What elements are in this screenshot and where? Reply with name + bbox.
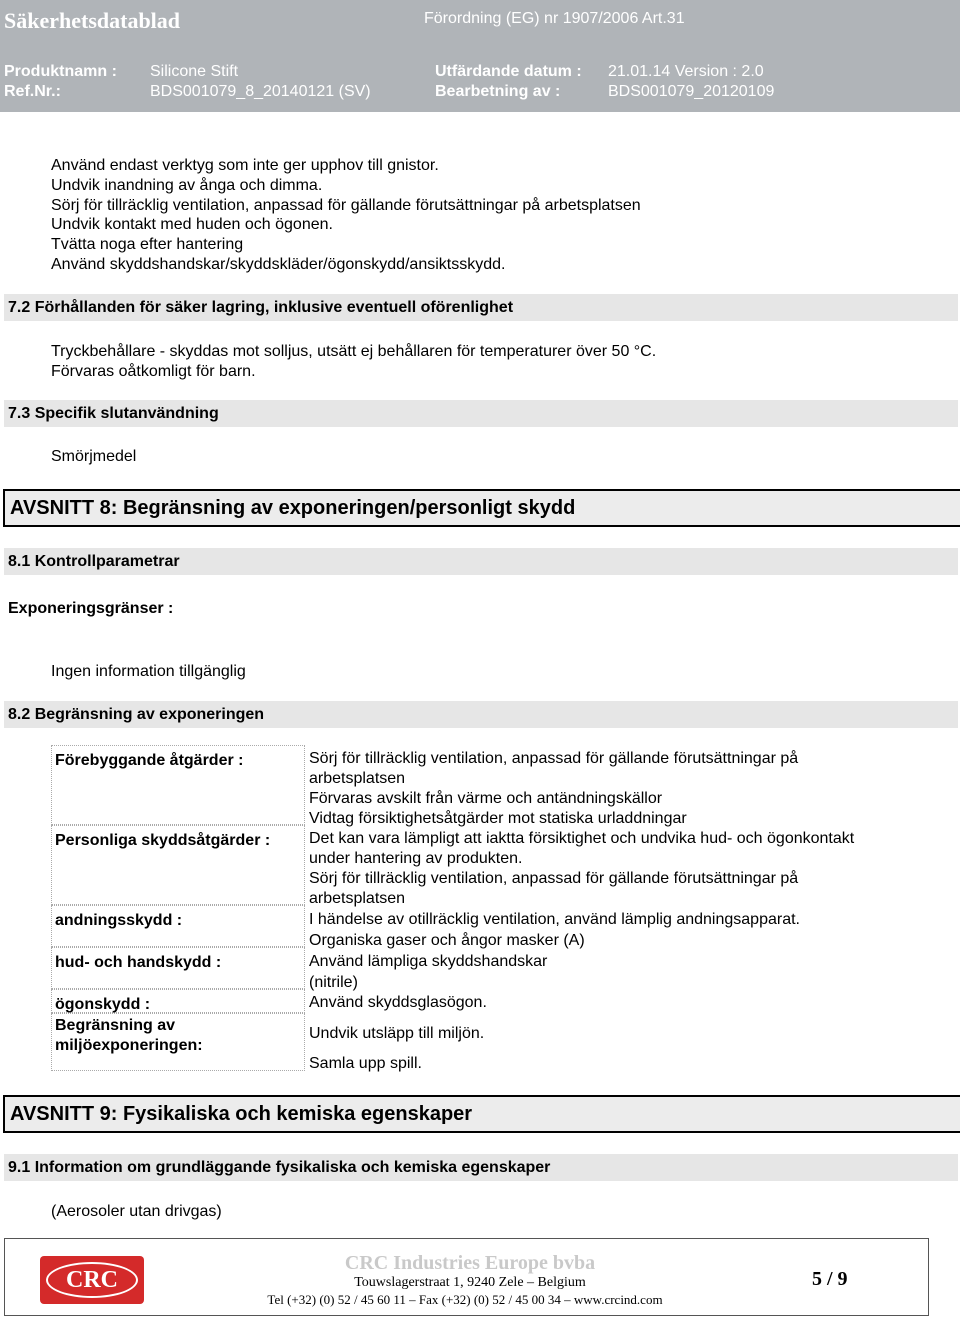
subsection-9-1-bar [4, 1154, 958, 1181]
personal-protection-label: Personliga skyddsåtgärder : [51, 825, 305, 905]
aerosol-note: (Aerosoler utan drivgas) [51, 1203, 222, 1220]
edited-by-label: Bearbetning av : [435, 83, 561, 100]
hand-protection-value: Använd lämpliga skyddshandskar (nitrile) [309, 953, 548, 991]
handling-line: Använd endast verktyg som inte ger upphov till gnistor. [51, 157, 439, 174]
footer-address: Touwslagerstraat 1, 9240 Zele – Belgium [354, 1275, 586, 1290]
eye-protection-label: ögonskydd : [51, 989, 305, 1013]
section-8-heading: AVSNITT 8: Begränsning av exponeringen/personligt skydd [3, 489, 960, 527]
exposure-limits-value: Ingen information tillgänglig [51, 663, 246, 680]
subsection-7-2-title: 7.2 Förhållanden för säker lagring, inklusive eventuell oförenlighet [8, 299, 514, 316]
footer-contact: Tel (+32) (0) 52 / 45 60 11 – Fax (+32) (0) 52 / 45 00 34 – www.crcind.com [267, 1292, 663, 1307]
handling-line: Tvätta noga efter hantering [51, 236, 244, 253]
subsection-8-2-title: 8.2 Begränsning av exponeringen [8, 706, 265, 723]
handling-line: Undvik inandning av ånga och dimma. [51, 177, 323, 194]
environmental-exposure-value-2: Samla upp spill. [309, 1055, 422, 1072]
subsection-8-1-bar [4, 548, 958, 575]
subsection-7-2-bar [4, 294, 958, 321]
page-number: 5 / 9 [812, 1268, 848, 1290]
footer-company: CRC Industries Europe bvba [344, 1252, 596, 1274]
ref-number-label: Ref.Nr.: [4, 83, 61, 100]
eye-protection-value: Använd skyddsglasögon. [309, 994, 487, 1011]
issue-date-value: 21.01.14 Version : 2.0 [608, 63, 764, 80]
storage-line: Tryckbehållare - skyddas mot solljus, utsätt ej behållaren för temperaturer över 50 °C. [51, 343, 657, 360]
section-9-heading: AVSNITT 9: Fysikaliska och kemiska egenskaper [3, 1095, 960, 1133]
storage-line: Förvaras oåtkomligt för barn. [51, 363, 256, 380]
preventive-measures-value: Sörj för tillräcklig ventilation, anpassad för gällande förutsättningar på arbetsplatsen Förvaras avskilt från värme och antändningskällor Vidtag försiktighetsåtgärder mot statiska urladdningar [309, 750, 799, 827]
respiratory-protection-value: I händelse av otillräcklig ventilation, använd lämplig andningsapparat. Organiska gaser och ångor masker (A) [309, 911, 800, 949]
document-title: Säkerhetsdatablad [4, 8, 181, 33]
crc-logo [40, 1256, 144, 1304]
crc-logo-text: CRC [46, 1262, 138, 1298]
subsection-8-1-title: 8.1 Kontrollparametrar [8, 553, 180, 570]
end-use-text: Smörjmedel [51, 448, 137, 465]
respiratory-protection-label: andningsskydd : [51, 905, 305, 947]
subsection-7-3-bar [4, 400, 958, 427]
subsection-7-3-title: 7.3 Specifik slutanvändning [8, 405, 219, 422]
issue-date-label: Utfärdande datum : [435, 63, 582, 80]
preventive-measures-label: Förebyggande åtgärder : [51, 745, 305, 825]
environmental-exposure-label: Begränsning av miljöexponeringen: [51, 1013, 305, 1071]
product-name-value: Silicone Stift [150, 63, 239, 80]
ref-number-value: BDS001079_8_20140121 (SV) [150, 83, 371, 100]
edited-by-value: BDS001079_20120109 [608, 83, 775, 100]
handling-line: Använd skyddshandskar/skyddskläder/ögonskydd/ansiktsskydd. [51, 256, 506, 273]
hand-protection-label: hud- och handskydd : [51, 947, 305, 989]
environmental-exposure-value-1: Undvik utsläpp till miljön. [309, 1025, 485, 1042]
handling-line: Sörj för tillräcklig ventilation, anpassad för gällande förutsättningar på arbetsplatsen [51, 197, 641, 214]
exposure-limits-label: Exponeringsgränser : [8, 600, 174, 617]
subsection-9-1-title: 9.1 Information om grundläggande fysikaliska och kemiska egenskaper [8, 1159, 551, 1176]
personal-protection-value: Det kan vara lämpligt att iaktta försiktighet och undvika hud- och ögonkontakt under hantering av produkten. Sörj för tillräcklig ventilation, anpassad för gällande förutsättningar på arbetsplatsen [309, 830, 855, 907]
handling-line: Undvik kontakt med huden och ögonen. [51, 216, 333, 233]
regulation-reference: Förordning (EG) nr 1907/2006 Art.31 [424, 10, 685, 27]
product-name-label: Produktnamn : [4, 63, 117, 80]
subsection-8-2-bar [4, 701, 958, 728]
